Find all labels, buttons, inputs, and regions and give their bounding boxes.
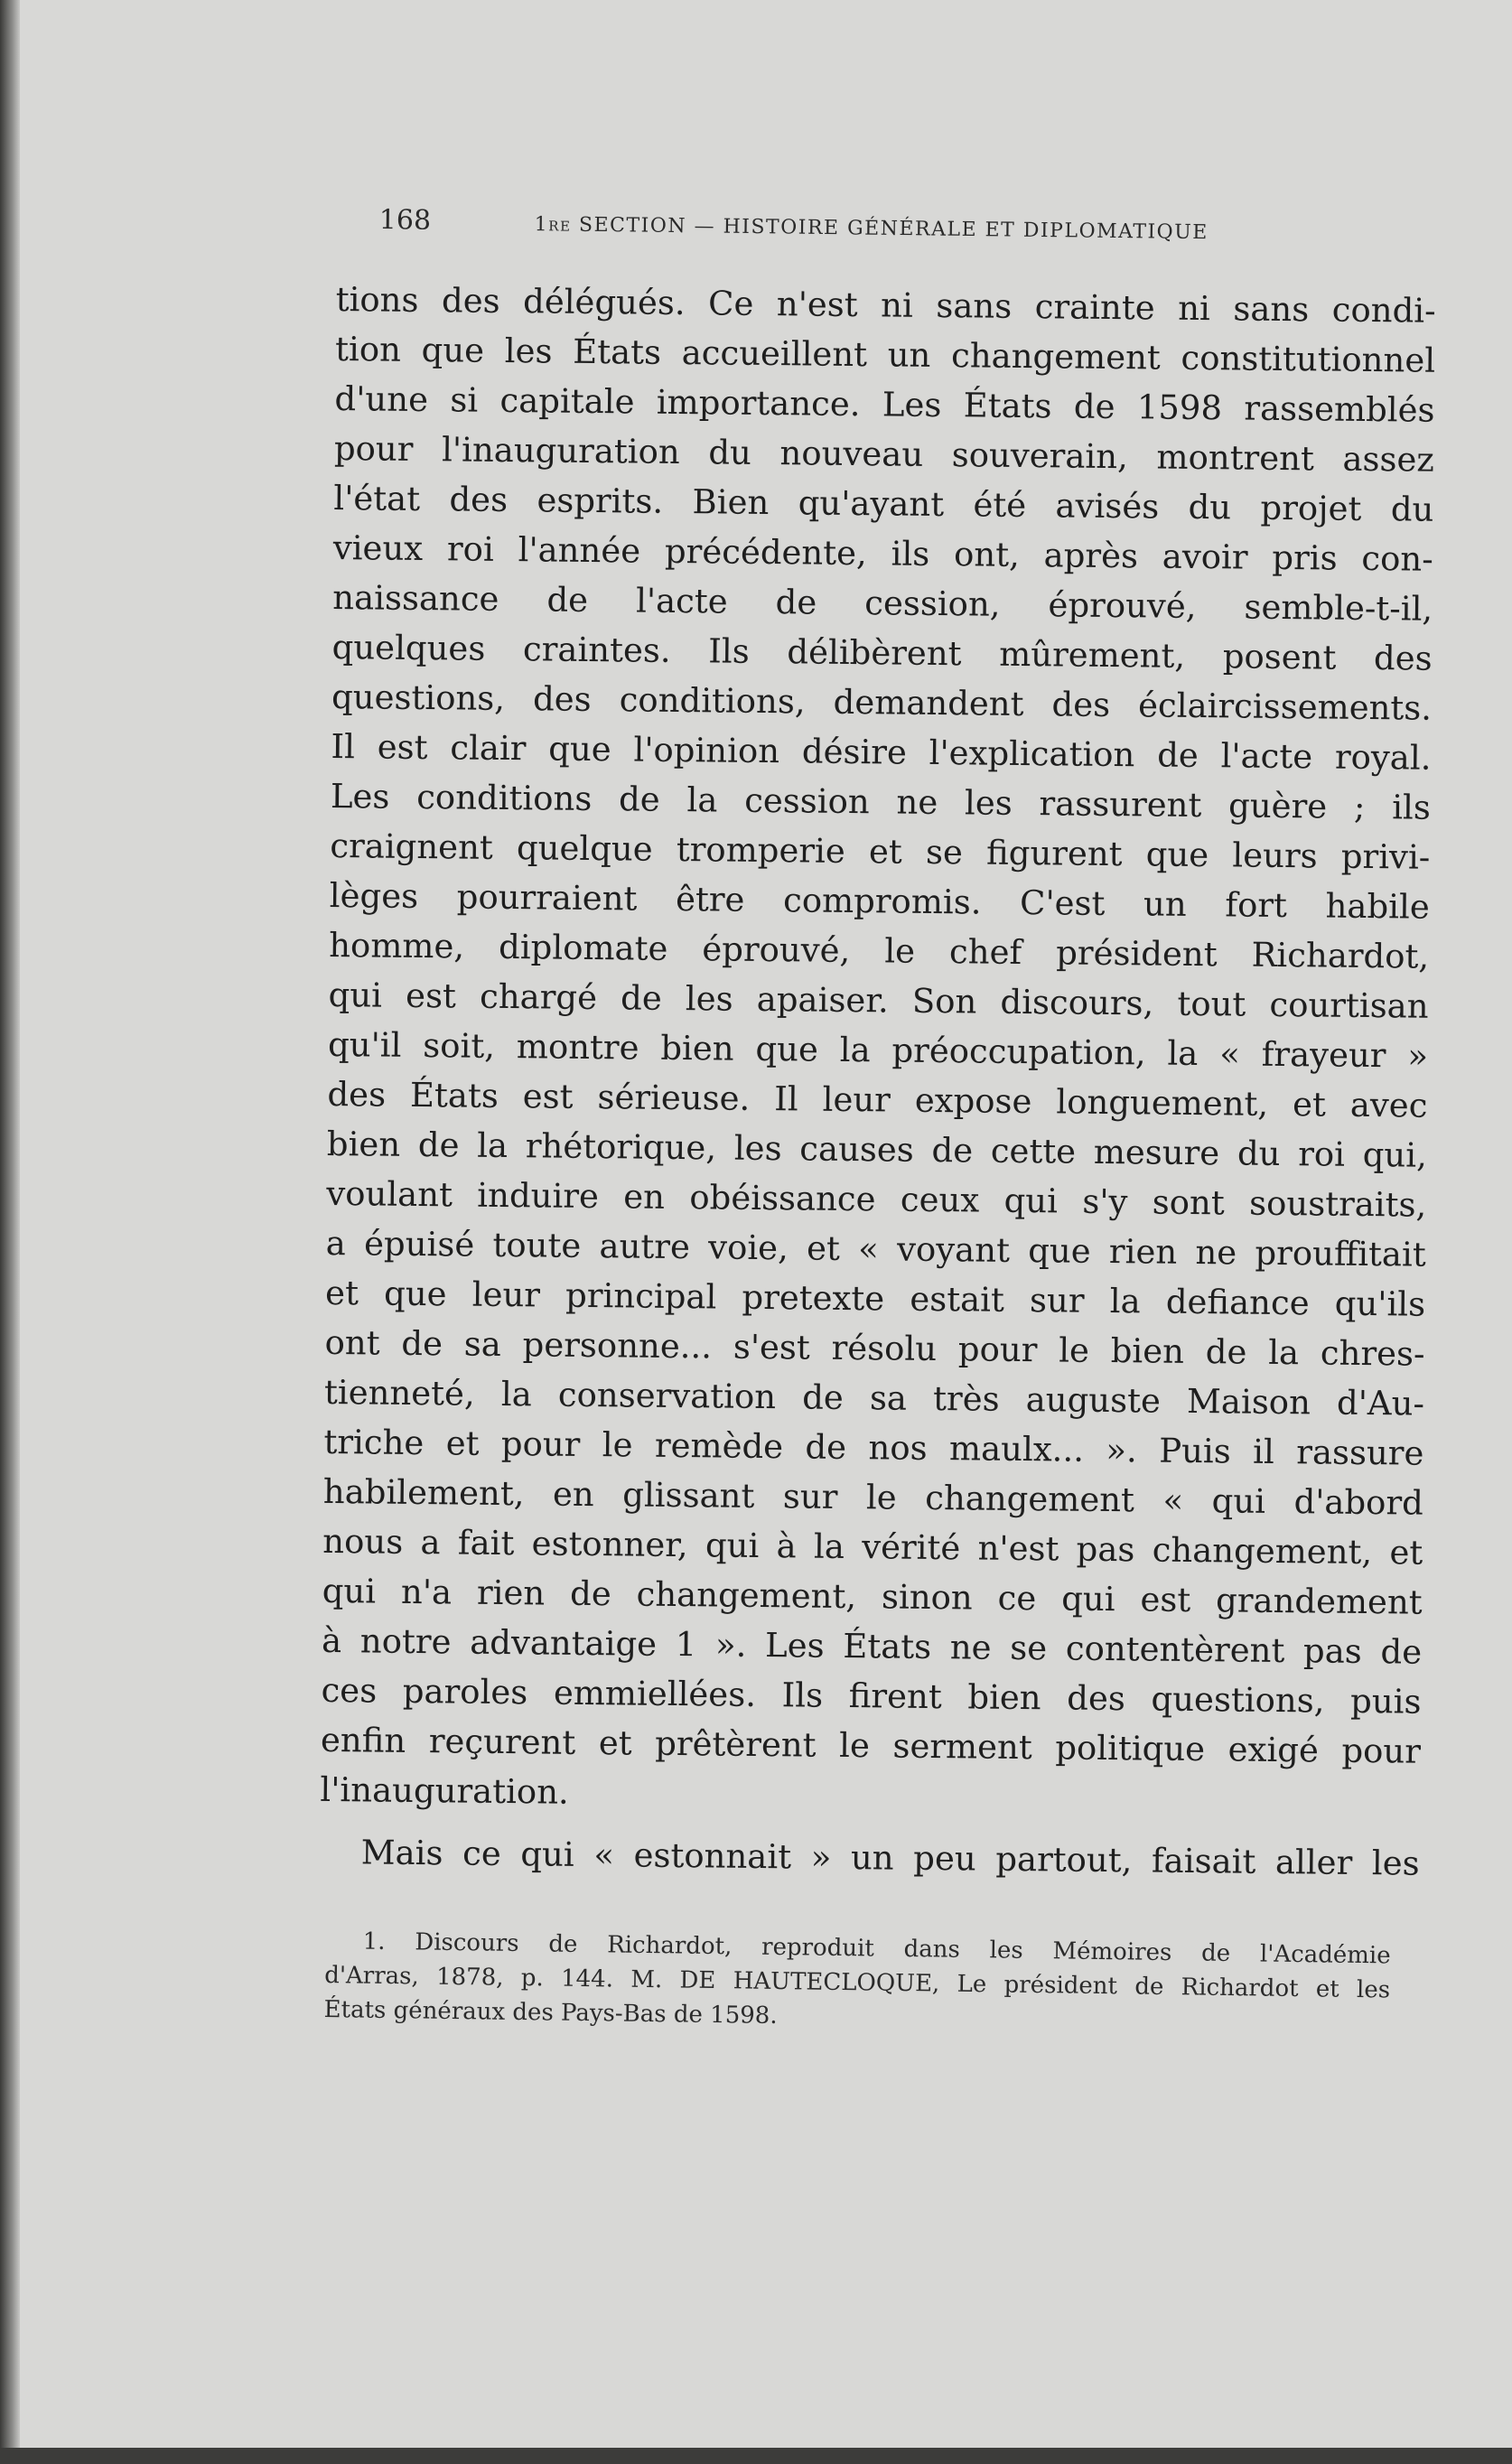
footnote-line: d'Arras, 1878, p. 144. M. DE HAUTECLOQUE, Le président de Richardot et les: [323, 1961, 1391, 2004]
text-line: d'une si capitale importance. Les États de 1598 rassemblés: [334, 378, 1435, 430]
text-line: qui n'a rien de changement, sinon ce qui est grandement: [322, 1571, 1423, 1622]
running-header: [378, 204, 1472, 245]
text-line: nous a fait estonner, qui à la vérité n'est pas changement, et: [322, 1521, 1423, 1573]
text-line: lèges pourraient être compromis. C'est un fort habile: [329, 875, 1430, 927]
text-line: à notre advantaige 1 ». Les États ne se contentèrent pas de: [321, 1620, 1423, 1672]
text-line: qui est chargé de les apaiser. Son discours, tout courtisan: [328, 975, 1429, 1026]
text-line: habilement, en glissant sur le changement « qui d'abord: [322, 1471, 1424, 1523]
text-line: qu'il soit, montre bien que la préoccupation, la « frayeur »: [327, 1024, 1429, 1076]
scan-bottom-edge: [0, 2448, 1512, 2464]
paragraph-start-line: Mais ce qui « estonnait » un peu partout, faisait aller les: [360, 1833, 1420, 1883]
text-line: Il est clair que l'opinion désire l'explication de l'acte royal.: [331, 726, 1432, 778]
text-line: vieux roi l'année précédente, ils ont, après avoir pris con-: [332, 527, 1433, 579]
text-line: enfin reçurent et prêtèrent le serment politique exigé pour: [320, 1720, 1422, 1771]
body-text: [319, 275, 1436, 1889]
text-line: l'inauguration.: [320, 1769, 570, 1812]
text-line: craignent quelque tromperie et se figurent que leurs privi-: [330, 826, 1431, 877]
text-line: Les conditions de la cession ne les rassurent guère ; ils: [330, 776, 1432, 827]
text-line: ces paroles emmiellées. Ils firent bien des questions, puis: [321, 1670, 1422, 1722]
text-line: ont de sa personne... s'est résolu pour le bien de la chres-: [324, 1322, 1425, 1374]
text-line: homme, diplomate éprouvé, le chef président Richardot,: [328, 925, 1430, 976]
footnotes: [323, 1924, 1390, 2041]
section-prefix: 1re: [534, 213, 572, 237]
text-line: a épuisé toute autre voie, et « voyant que rien ne prouffitait: [325, 1223, 1426, 1274]
text-line: des États est sérieuse. Il leur expose longuement, et avec: [327, 1074, 1428, 1125]
text-line: bien de la rhétorique, les causes de cette mesure du roi qui,: [326, 1124, 1428, 1175]
section-title-text: SECTION — HISTOIRE GÉNÉRALE ET DIPLOMATIQUE: [578, 213, 1209, 245]
text-line: naissance de l'acte de cession, éprouvé, semble-t-il,: [332, 577, 1433, 629]
text-line: triche et pour le remède de nos maulx... ». Puis il rassure: [323, 1422, 1424, 1473]
text-line: questions, des conditions, demandent des éclaircissements.: [331, 677, 1433, 728]
page-number: 168: [378, 204, 432, 237]
text-line: quelques craintes. Ils délibèrent mûrement, posent des: [331, 627, 1433, 678]
text-line: l'état des esprits. Bien qu'ayant été avisés du projet du: [333, 478, 1434, 529]
footnote-line: 1. Discours de Richardot, reproduit dans les Mémoires de l'Académie: [362, 1927, 1391, 1970]
footnote-line: États généraux des Pays-Bas de 1598.: [323, 1995, 778, 2030]
text-line: tion que les États accueillent un changement constitutionnel: [334, 329, 1436, 380]
page-binding-shadow: [0, 0, 20, 2464]
text-line: pour l'inauguration du nouveau souverain, montrent assez: [333, 428, 1435, 480]
section-title: [535, 213, 1209, 244]
text-line: et que leur principal pretexte estait sur la defiance qu'ils: [324, 1273, 1426, 1324]
text-line: voulant induire en obéissance ceux qui s'y sont soustraits,: [326, 1173, 1427, 1225]
text-line: tions des délégués. Ce n'est ni sans crainte ni sans condi-: [335, 279, 1436, 331]
text-line: tienneté, la conservation de sa très auguste Maison d'Au-: [323, 1372, 1425, 1423]
